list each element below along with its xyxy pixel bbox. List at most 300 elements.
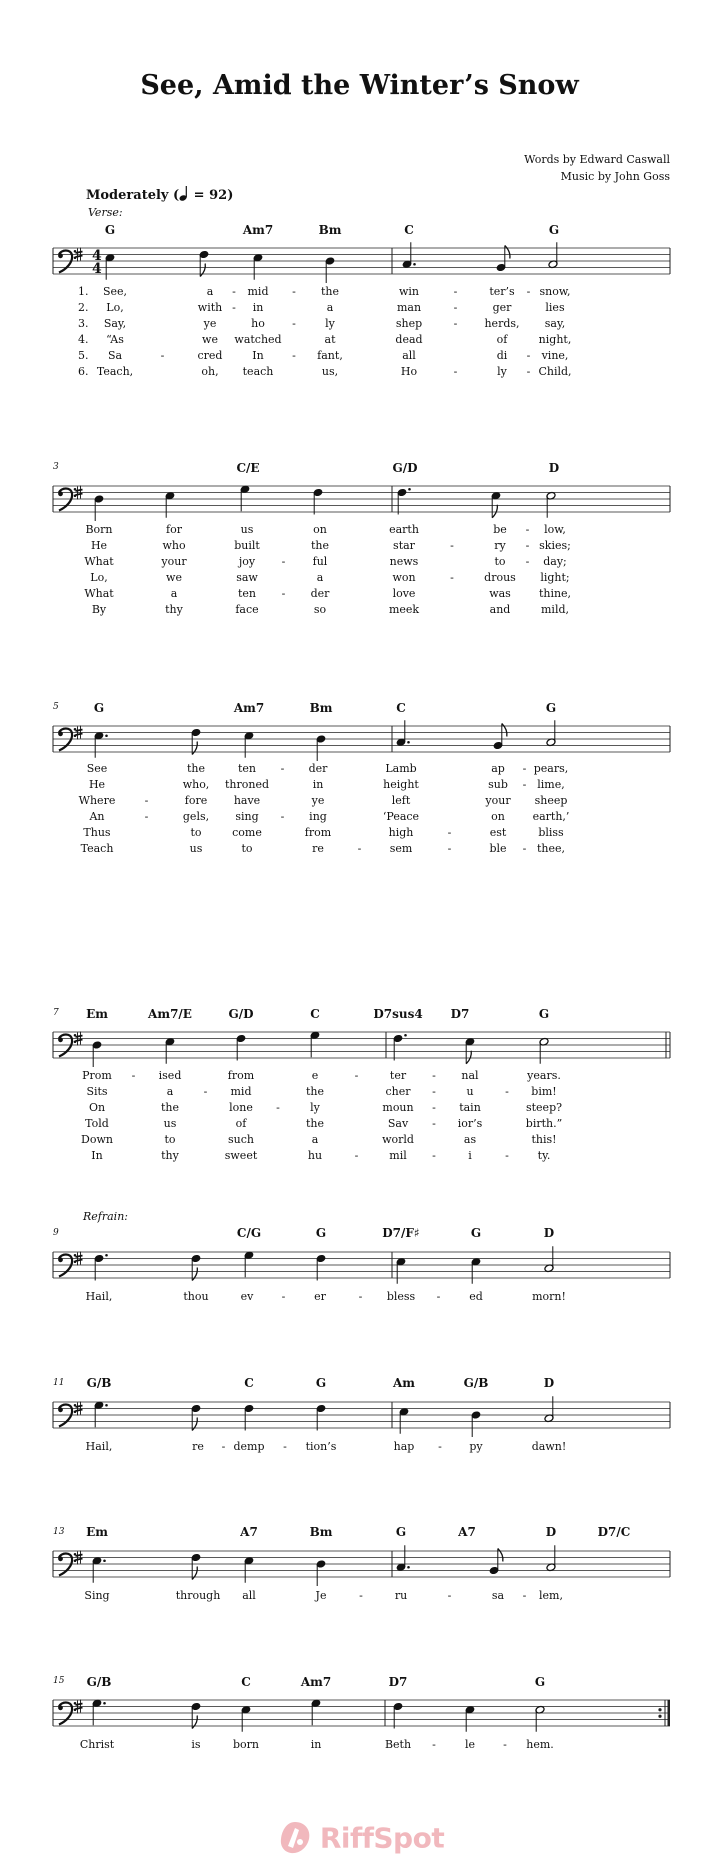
lyric-syllable: In: [252, 349, 264, 362]
lyric-syllable: day;: [543, 555, 567, 568]
lyric-syllable: say,: [544, 317, 566, 330]
lyric-hyphen: -: [359, 1589, 363, 1602]
lyric-syllable: night,: [538, 333, 572, 346]
lyric-syllable: See: [86, 762, 108, 775]
lyric-hyphen: -: [526, 349, 531, 362]
lyric-syllable: to: [164, 1133, 176, 1146]
lyric-hyphen: -: [505, 1085, 509, 1098]
lyric-hyphen: -: [354, 1149, 359, 1162]
lyric-syllable: Sing: [84, 1589, 110, 1602]
note: [244, 731, 254, 757]
lyric-syllable: hu: [307, 1149, 323, 1162]
lyric-syllable: to: [241, 842, 253, 855]
chord-symbol: D7: [388, 1675, 408, 1689]
chord-symbol: D: [545, 1525, 557, 1539]
lyric-hyphen: -: [453, 365, 458, 378]
lyric-syllable: all: [402, 349, 416, 362]
chord-symbol: G: [545, 701, 557, 715]
lyric-syllable: What: [84, 587, 114, 600]
note: [546, 720, 556, 746]
lyric-syllable: e: [311, 1069, 319, 1082]
lyric-syllable: u: [466, 1085, 474, 1098]
lyric-hyphen: -: [447, 826, 452, 839]
lyric-syllable: Teach,: [96, 365, 134, 378]
chord-symbol: G: [470, 1226, 482, 1240]
lyric-hyphen: -: [438, 1440, 442, 1453]
lyric-syllable: of: [235, 1117, 247, 1130]
lyric-hyphen: -: [292, 349, 296, 362]
quarter-note-icon: [179, 186, 189, 201]
measure-number: 13: [53, 1527, 65, 1537]
lyric-syllable: Ho: [400, 365, 418, 378]
lyric-syllable: thou: [183, 1290, 209, 1303]
lyric-syllable: tion’s: [305, 1440, 337, 1453]
chord-symbol: A7: [458, 1525, 476, 1539]
lyric-syllable: born: [232, 1738, 260, 1751]
lyric-syllable: a: [170, 587, 178, 600]
lyric-syllable: us,: [321, 365, 339, 378]
lyric-syllable: watched: [234, 333, 282, 346]
lyric-syllable: Told: [85, 1117, 109, 1130]
lyric-hyphen: -: [447, 842, 452, 855]
lyric-syllable: from: [227, 1069, 255, 1082]
credits: [524, 151, 670, 185]
brand-name: RiffSpot: [319, 1821, 445, 1855]
lyric-syllable: hem.: [526, 1738, 554, 1751]
verse-number: 1.: [78, 285, 89, 298]
lyric-hyphen: -: [432, 1117, 436, 1130]
lyric-syllable: be: [493, 523, 507, 536]
chord-symbol: G: [93, 701, 105, 715]
bass-clef-icon: [58, 1254, 76, 1277]
lyric-syllable: mil: [389, 1149, 407, 1162]
note: [471, 1257, 481, 1283]
lyric-syllable: moun: [382, 1101, 414, 1114]
lyric-syllable: a: [166, 1085, 174, 1098]
svg-text:4: 4: [92, 261, 102, 277]
lyric-syllable: An: [89, 810, 105, 823]
lyric-syllable: a: [311, 1133, 319, 1146]
note: [399, 1407, 409, 1433]
lyric-syllable: low,: [544, 523, 566, 536]
lyric-syllable: pears,: [533, 762, 569, 775]
lyric-syllable: ap: [491, 762, 505, 775]
lyric-syllable: who: [162, 539, 186, 552]
chord-symbol: G: [315, 1376, 327, 1390]
note: [539, 1037, 549, 1063]
note: [396, 1545, 410, 1571]
note: [92, 1699, 106, 1725]
lyric-syllable: your: [161, 555, 187, 568]
tempo-text: Moderately: [86, 188, 169, 203]
note: [92, 1556, 106, 1582]
note: [313, 488, 323, 514]
lyric-syllable: the: [320, 285, 340, 298]
note: [311, 1699, 321, 1725]
lyric-hyphen: -: [432, 1085, 436, 1098]
lyric-syllable: “As: [106, 333, 124, 346]
lyric-syllable: man: [396, 301, 422, 314]
lyric-syllable: saw: [236, 571, 258, 584]
lyric-hyphen: -: [232, 301, 236, 314]
note: [244, 1251, 254, 1277]
lyric-syllable: le: [464, 1738, 476, 1751]
chord-symbol: G/B: [86, 1376, 112, 1390]
lyric-syllable: in: [312, 778, 324, 791]
lyric-syllable: In: [91, 1149, 103, 1162]
repeat-dot: [658, 1715, 661, 1718]
lyric-syllable: lem,: [539, 1589, 563, 1602]
lyric-syllable: sweet: [224, 1149, 258, 1162]
lyric-hyphen: -: [280, 810, 285, 823]
lyric-syllable: ing: [309, 810, 327, 823]
note: [316, 1254, 326, 1280]
lyric-hyphen: -: [453, 317, 458, 330]
lyric-hyphen: -: [453, 285, 458, 298]
note: [241, 1705, 251, 1731]
lyric-hyphen: -: [522, 778, 527, 791]
lyric-hyphen: -: [525, 539, 530, 552]
lyric-syllable: ye: [311, 794, 325, 807]
sharp-icon: [76, 1402, 83, 1416]
lyric-syllable: He: [88, 778, 106, 791]
lyric-syllable: ly: [310, 1101, 320, 1114]
lyric-syllable: ly: [497, 365, 507, 378]
lyric-syllable: height: [383, 778, 419, 791]
lyric-syllable: years.: [527, 1069, 561, 1082]
lyric-hyphen: -: [432, 1738, 436, 1751]
lyric-hyphen: -: [450, 571, 454, 584]
lyric-syllable: drous: [484, 571, 516, 584]
note: [253, 253, 263, 279]
note: [316, 735, 326, 761]
lyric-syllable: light;: [540, 571, 570, 584]
lyric-syllable: lone: [229, 1101, 253, 1114]
bass-clef-icon: [58, 1404, 76, 1427]
lyric-syllable: ho: [251, 317, 265, 330]
sharp-icon: [76, 1032, 83, 1046]
lyric-hyphen: -: [522, 1589, 527, 1602]
lyric-syllable: the: [310, 539, 330, 552]
lyric-syllable: ful: [312, 555, 328, 568]
song-title: See, Amid the Winter’s Snow: [140, 70, 579, 101]
lyric-syllable: thy: [161, 1149, 179, 1162]
brand-logo: [0, 1818, 719, 1858]
lyric-syllable: the: [305, 1085, 325, 1098]
lyric-hyphen: -: [232, 285, 236, 298]
note: [244, 1404, 254, 1430]
verse-number: 4.: [78, 333, 89, 346]
verse-number: 3.: [78, 317, 89, 330]
bass-clef-icon: [58, 250, 76, 273]
lyric-hyphen: -: [221, 1440, 226, 1453]
lyric-syllable: all: [242, 1589, 256, 1602]
note: [397, 488, 411, 515]
note: [546, 491, 556, 517]
lyric-hyphen: -: [160, 349, 165, 362]
sharp-icon: [76, 248, 83, 262]
note: [465, 1705, 475, 1731]
sharp-icon: [76, 486, 83, 500]
lyric-syllable: bless: [386, 1290, 416, 1303]
measure-number: 7: [53, 1008, 59, 1018]
lyric-syllable: have: [233, 794, 261, 807]
note: [191, 1404, 201, 1430]
lyric-syllable: skies;: [539, 539, 571, 552]
lyric-syllable: Je: [315, 1589, 327, 1602]
note: [236, 1034, 246, 1060]
lyric-syllable: Say,: [103, 317, 127, 330]
lyric-syllable: ble: [489, 842, 507, 855]
lyric-syllable: such: [228, 1133, 254, 1146]
lyric-syllable: so: [313, 603, 327, 616]
note: [535, 1705, 545, 1731]
lyric-syllable: steep?: [525, 1101, 563, 1114]
lyric-hyphen: -: [453, 301, 458, 314]
lyric-hyphen: -: [447, 1589, 452, 1602]
note: [94, 495, 104, 521]
lyric-syllable: tain: [459, 1101, 481, 1114]
lyric-syllable: He: [90, 539, 108, 552]
chord-symbol: D7/F♯: [382, 1226, 420, 1240]
chord-symbol: Bm: [309, 1525, 333, 1539]
lyric-hyphen: -: [505, 1149, 509, 1162]
lyric-hyphen: -: [358, 1290, 363, 1303]
note: [94, 731, 108, 757]
measure-number: 11: [53, 1378, 65, 1388]
lyric-hyphen: -: [432, 1149, 436, 1162]
chord-symbol: D: [543, 1226, 555, 1240]
lyric-syllable: joy: [238, 555, 256, 568]
chord-symbol: D7: [450, 1007, 470, 1021]
verse-number: 2.: [78, 301, 89, 314]
lyric-syllable: Sav: [387, 1117, 409, 1130]
lyric-syllable: Christ: [79, 1738, 115, 1751]
sharp-icon: [76, 726, 83, 740]
verse-number: 5.: [78, 349, 89, 362]
lyric-syllable: cred: [197, 349, 223, 362]
tempo-marking: [86, 186, 233, 203]
lyric-syllable: mid: [230, 1085, 252, 1098]
lyric-hyphen: -: [357, 842, 362, 855]
lyric-syllable: teach: [242, 365, 274, 378]
lyric-syllable: ‘Peace: [382, 810, 420, 823]
lyric-syllable: ior’s: [457, 1117, 483, 1130]
lyric-syllable: us: [189, 842, 203, 855]
verse-number: 6.: [78, 365, 89, 378]
lyric-syllable: Sits: [86, 1085, 108, 1098]
lyric-syllable: sa: [491, 1589, 505, 1602]
chord-symbol: Am: [392, 1376, 416, 1390]
lyric-syllable: us: [240, 523, 254, 536]
lyric-hyphen: -: [436, 1290, 441, 1303]
note: [393, 1034, 407, 1061]
lyric-syllable: bliss: [538, 826, 564, 839]
chord-symbol: C: [241, 1675, 251, 1689]
lyric-syllable: star: [393, 539, 415, 552]
lyric-hyphen: -: [144, 794, 149, 807]
tempo-bpm: 92: [209, 188, 228, 203]
lyric-hyphen: -: [354, 1069, 359, 1082]
chord-symbol: Em: [86, 1525, 108, 1539]
lyric-syllable: ry: [494, 539, 506, 552]
refrain-label: Refrain:: [83, 1210, 128, 1223]
chord-symbol: Em: [86, 1007, 108, 1021]
lyric-syllable: hap: [393, 1440, 415, 1453]
lyric-syllable: sheep: [534, 794, 568, 807]
chord-symbol: C: [310, 1007, 320, 1021]
measure-number: 5: [53, 702, 59, 712]
lyric-syllable: bim!: [531, 1085, 557, 1098]
chord-symbol: C: [396, 701, 406, 715]
lyric-syllable: left: [391, 794, 411, 807]
lyric-syllable: as: [463, 1133, 477, 1146]
riffspot-logo-icon: [275, 1818, 315, 1858]
note: [325, 257, 335, 283]
lyric-syllable: nal: [461, 1069, 479, 1082]
chord-symbol: C: [244, 1376, 254, 1390]
chord-symbol: D: [543, 1376, 555, 1390]
repeat-barline: [668, 1700, 671, 1726]
lyric-syllable: herds,: [484, 317, 520, 330]
note: [94, 1254, 108, 1281]
lyric-syllable: der: [310, 587, 330, 600]
note: [544, 1396, 554, 1422]
lyric-syllable: By: [91, 603, 107, 616]
lyric-syllable: won: [392, 571, 416, 584]
lyric-hyphen: -: [526, 285, 531, 298]
measure-number: 15: [53, 1676, 65, 1686]
lyric-syllable: throned: [224, 778, 270, 791]
repeat-dot: [658, 1708, 661, 1711]
chord-symbol: Am7/E: [148, 1007, 192, 1021]
lyric-syllable: ed: [469, 1290, 483, 1303]
lyric-syllable: What: [84, 555, 114, 568]
lyric-syllable: at: [324, 333, 336, 346]
lyric-syllable: a: [326, 301, 334, 314]
lyric-syllable: sem: [389, 842, 413, 855]
lyric-syllable: thy: [165, 603, 183, 616]
note: [316, 1560, 326, 1586]
chord-symbol: C/G: [236, 1226, 262, 1240]
lyric-syllable: who,: [182, 778, 210, 791]
lyric-hyphen: -: [276, 1101, 280, 1114]
lyric-syllable: the: [305, 1117, 325, 1130]
lyric-syllable: a: [316, 571, 324, 584]
lyric-syllable: love: [392, 587, 416, 600]
chord-symbol: Bm: [309, 701, 333, 715]
chord-symbol: G: [315, 1226, 327, 1240]
chord-symbol: C/E: [236, 461, 260, 475]
lyric-syllable: earth,’: [532, 810, 570, 823]
lyric-syllable: was: [489, 587, 511, 600]
lyric-syllable: we: [202, 333, 218, 346]
lyric-syllable: re: [312, 842, 324, 855]
lyric-syllable: Lo,: [90, 571, 108, 584]
lyric-syllable: Thus: [83, 826, 111, 839]
note: [548, 242, 558, 268]
lyric-syllable: high: [388, 826, 414, 839]
lyric-syllable: the: [186, 762, 206, 775]
lyric-syllable: mild,: [540, 603, 570, 616]
lyric-hyphen: -: [283, 1440, 287, 1453]
lyric-syllable: di: [496, 349, 508, 362]
lyric-syllable: snow,: [539, 285, 571, 298]
bass-clef-icon: [58, 1553, 76, 1576]
lyric-syllable: shep: [395, 317, 423, 330]
lyric-syllable: ye: [203, 317, 217, 330]
sharp-icon: [76, 1700, 83, 1714]
lyric-syllable: ty.: [537, 1149, 551, 1162]
note: [199, 250, 209, 276]
lyric-syllable: mid: [247, 285, 269, 298]
note: [191, 728, 201, 754]
lyric-hyphen: -: [281, 555, 286, 568]
lyric-syllable: ten: [237, 762, 257, 775]
chord-symbol: A7: [240, 1525, 258, 1539]
lyric-syllable: gels,: [182, 810, 210, 823]
note: [244, 1556, 254, 1582]
chord-symbol: G/B: [463, 1376, 489, 1390]
note: [396, 1257, 406, 1283]
lyric-syllable: morn!: [532, 1290, 566, 1303]
lyric-hyphen: -: [144, 810, 149, 823]
lyric-hyphen: -: [526, 365, 531, 378]
chord-symbol: Am7: [242, 223, 274, 237]
chord-symbol: Am7: [233, 701, 265, 715]
lyric-syllable: from: [304, 826, 332, 839]
lyric-hyphen: -: [203, 1085, 208, 1098]
lyric-syllable: come: [232, 826, 262, 839]
lyric-hyphen: -: [525, 523, 530, 536]
lyric-hyphen: -: [522, 842, 527, 855]
chord-symbol: Am7: [300, 1675, 332, 1689]
lyric-syllable: vine,: [541, 349, 569, 362]
lyric-hyphen: -: [525, 555, 530, 568]
lyric-syllable: ter’s: [489, 285, 515, 298]
lyric-syllable: in: [310, 1738, 322, 1751]
lyric-syllable: world: [382, 1133, 414, 1146]
note: [546, 1545, 556, 1571]
lyric-syllable: On: [88, 1101, 106, 1114]
note: [92, 1041, 102, 1067]
lyric-syllable: us: [163, 1117, 177, 1130]
lyric-syllable: this!: [531, 1133, 557, 1146]
lyric-syllable: thine,: [538, 587, 572, 600]
lyric-hyphen: -: [503, 1738, 507, 1751]
lyric-syllable: See,: [102, 285, 128, 298]
lyric-syllable: Hail,: [85, 1440, 113, 1453]
lyric-syllable: i: [468, 1149, 472, 1162]
note: [491, 491, 501, 517]
words-credit: Words by Edward Caswall: [524, 153, 670, 166]
lyric-syllable: Sa: [107, 349, 123, 362]
chord-symbol: G: [104, 223, 116, 237]
lyric-syllable: your: [485, 794, 511, 807]
lyric-syllable: lime,: [537, 778, 565, 791]
chord-symbol: G: [395, 1525, 407, 1539]
lyric-syllable: Lamb: [385, 762, 417, 775]
verse-label: Verse:: [88, 206, 123, 219]
lyric-hyphen: -: [292, 317, 296, 330]
lyric-syllable: ter: [389, 1069, 407, 1082]
lyric-syllable: Born: [85, 523, 113, 536]
lyric-syllable: est: [489, 826, 507, 839]
sharp-icon: [76, 1551, 83, 1565]
lyric-syllable: ly: [325, 317, 335, 330]
note: [105, 253, 115, 279]
chord-symbol: G/B: [86, 1675, 112, 1689]
